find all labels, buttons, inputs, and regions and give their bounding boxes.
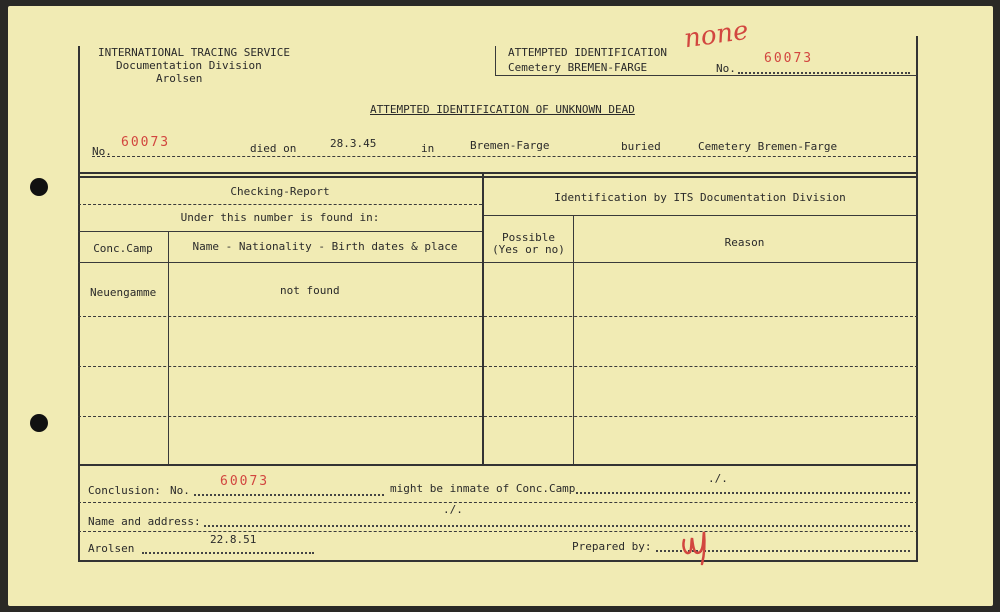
form-title: ATTEMPTED IDENTIFICATION OF UNKNOWN DEAD	[370, 103, 635, 116]
col-possible-header-2: (Yes or no)	[492, 243, 565, 256]
col-reason-header: Reason	[724, 236, 765, 249]
prepared-by-label: Prepared by:	[572, 540, 652, 553]
died-value: 28.3.45	[330, 137, 377, 150]
buried-value: Cemetery Bremen-Farge	[698, 140, 838, 153]
box-title: ATTEMPTED IDENTIFICATION	[508, 46, 667, 59]
arolsen-dots	[142, 552, 314, 554]
name-address-label: Name and address:	[88, 515, 201, 528]
name-address-dots	[204, 525, 910, 527]
died-label: died on	[250, 142, 297, 155]
col-name-header: Name - Nationality - Birth dates & place	[192, 240, 458, 253]
identification-title: Identification by ITS Documentation Division	[554, 191, 846, 204]
header-box-left	[495, 46, 496, 76]
frame-bottom	[78, 560, 918, 562]
header-no-dots	[738, 72, 910, 74]
table-row-line-1	[78, 316, 918, 317]
conclusion-line	[78, 502, 918, 503]
row-name-value: not found	[280, 284, 340, 297]
conclusion-no-dots	[194, 494, 384, 496]
org-line-1: INTERNATIONAL TRACING SERVICE	[98, 46, 291, 59]
header-no-label: No.	[716, 62, 736, 75]
conclusion-date: 22.8.51	[210, 533, 257, 546]
row-camp-value: Neuengamme	[90, 286, 157, 299]
header-no-value: 60073	[764, 51, 814, 66]
conclusion-no-label: No.	[170, 484, 190, 497]
tracing-card	[8, 6, 993, 606]
frame-right	[916, 36, 918, 561]
checking-header-bottom	[78, 262, 482, 263]
in-label: in	[421, 142, 435, 155]
org-line-3: Arolsen	[156, 72, 203, 85]
conclusion-middle-text: might be inmate of Conc.Camp	[390, 482, 576, 495]
conclusion-no-value: 60073	[220, 474, 270, 489]
org-line-2: Documentation Division	[116, 59, 262, 72]
checking-title-line	[78, 204, 482, 205]
record-no-value: 60073	[121, 135, 171, 150]
table-bottom	[78, 464, 918, 466]
identification-header-bottom	[484, 262, 916, 263]
conclusion-label: Conclusion:	[88, 484, 161, 497]
arolsen-label: Arolsen	[88, 542, 135, 555]
cemetery-label: Cemetery BREMEN-FARGE	[508, 61, 648, 74]
name-address-line	[78, 531, 918, 532]
conclusion-camp-dots	[576, 492, 910, 494]
identification-col-line	[573, 215, 574, 464]
handwritten-initial-mark	[676, 522, 716, 566]
record-underline	[92, 156, 916, 157]
frame-left	[78, 46, 80, 561]
header-box-bottom	[495, 75, 917, 76]
record-no-label: No.	[92, 145, 112, 158]
conclusion-camp-value: ./.	[708, 472, 728, 485]
table-row-line-3	[78, 416, 918, 417]
col-camp-header: Conc.Camp	[93, 242, 153, 255]
punch-hole-bottom	[30, 414, 48, 432]
checking-col-line	[168, 231, 169, 464]
identification-title-line	[484, 215, 916, 216]
checking-header-top	[78, 231, 482, 232]
punch-hole-top	[30, 178, 48, 196]
handwritten-none: none	[682, 15, 751, 55]
table-top	[78, 172, 918, 174]
checking-subtitle: Under this number is found in:	[180, 211, 380, 224]
table-top-2	[78, 176, 918, 178]
checking-title: Checking-Report	[230, 185, 330, 198]
table-divider	[482, 174, 484, 464]
buried-label: buried	[621, 140, 661, 153]
table-row-line-2	[78, 366, 918, 367]
col-possible-header-1: Possible	[502, 231, 555, 244]
in-value: Bremen-Farge	[470, 139, 550, 152]
name-address-value: ./.	[443, 503, 463, 516]
